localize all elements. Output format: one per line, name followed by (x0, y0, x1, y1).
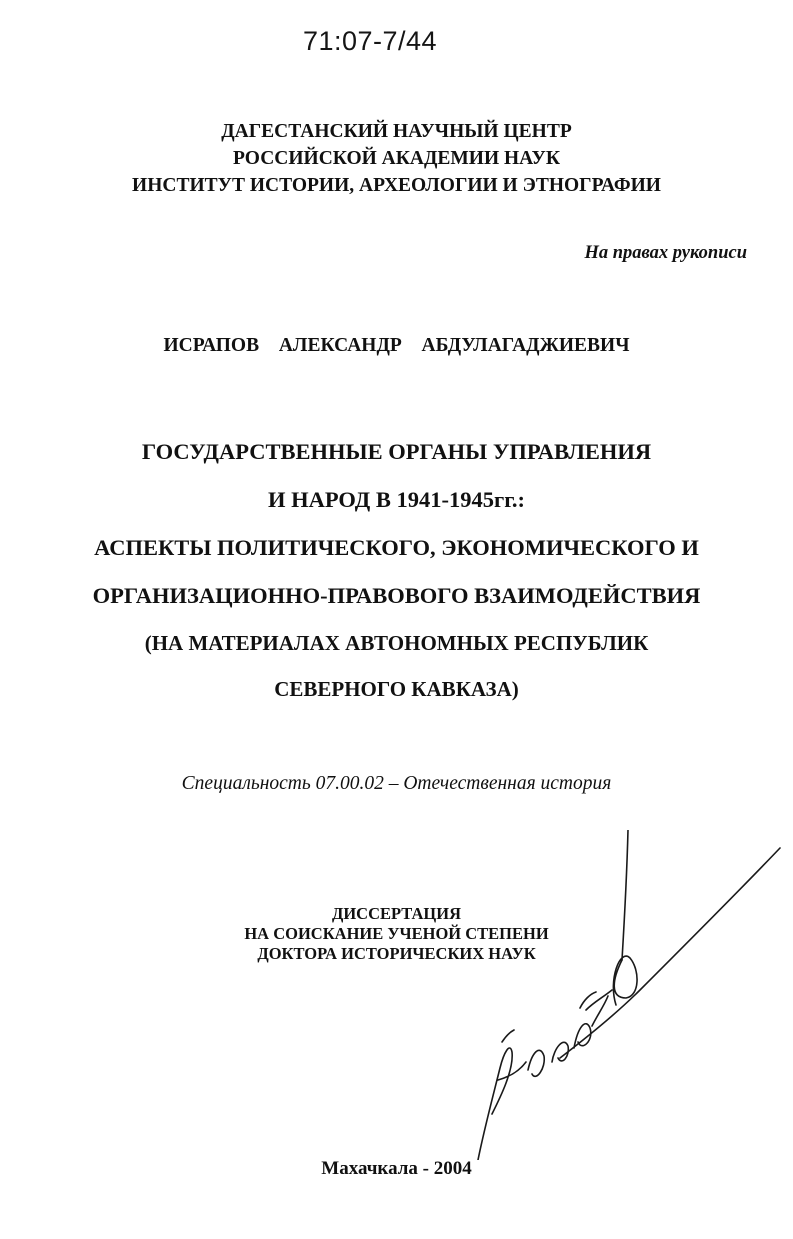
institution-line-1: ДАГЕСТАНСКИЙ НАУЧНЫЙ ЦЕНТР (221, 121, 572, 142)
signature-stroke-loop (613, 956, 637, 1005)
degree-line-1: ДИССЕРТАЦИЯ (332, 904, 461, 923)
city-and-year: Махачкала - 2004 (321, 1158, 472, 1179)
degree-line-3: ДОКТОРА ИСТОРИЧЕСКИХ НАУК (257, 944, 536, 963)
institution-line-3: ИНСТИТУТ ИСТОРИИ, АРХЕОЛОГИИ И ЭТНОГРАФИИ (132, 175, 661, 196)
archive-stamp-code: 71:07-7/44 (302, 26, 438, 56)
signature-stroke-body (478, 990, 612, 1160)
specialty-line: Специальность 07.00.02 – Отечественная история (181, 773, 612, 794)
dissertation-title (0, 428, 793, 712)
institution-line-2: РОССИЙСКОЙ АКАДЕМИИ НАУК (233, 148, 560, 169)
title-line-1: ГОСУДАРСТВЕННЫЕ ОРГАНЫ УПРАВЛЕНИЯ (141, 439, 652, 464)
signature-stroke-diagonal (560, 848, 780, 1058)
degree-line-2: НА СОИСКАНИЕ УЧЕНОЙ СТЕПЕНИ (244, 924, 549, 943)
institution-header (0, 118, 793, 199)
author-name: ИСРАПОВ АЛЕКСАНДР АБДУЛАГАДЖИЕВИЧ (163, 335, 630, 356)
manuscript-rights-note: На правах рукописи (584, 243, 747, 263)
title-line-2: И НАРОД В 1941-1945гг.: (267, 487, 526, 512)
signature-stroke-accent (502, 992, 596, 1042)
title-line-3: АСПЕКТЫ ПОЛИТИЧЕСКОГО, ЭКОНОМИЧЕСКОГО И (94, 535, 699, 560)
handwritten-signature (440, 830, 793, 1160)
title-line-6: СЕВЕРНОГО КАВКАЗА) (274, 677, 519, 701)
title-line-5: (НА МАТЕРИАЛАХ АВТОНОМНЫХ РЕСПУБЛИК (144, 631, 649, 655)
title-line-4: ОРГАНИЗАЦИОННО-ПРАВОВОГО ВЗАИМОДЕЙСТВИЯ (92, 583, 701, 608)
signature-stroke-vertical (622, 830, 628, 960)
